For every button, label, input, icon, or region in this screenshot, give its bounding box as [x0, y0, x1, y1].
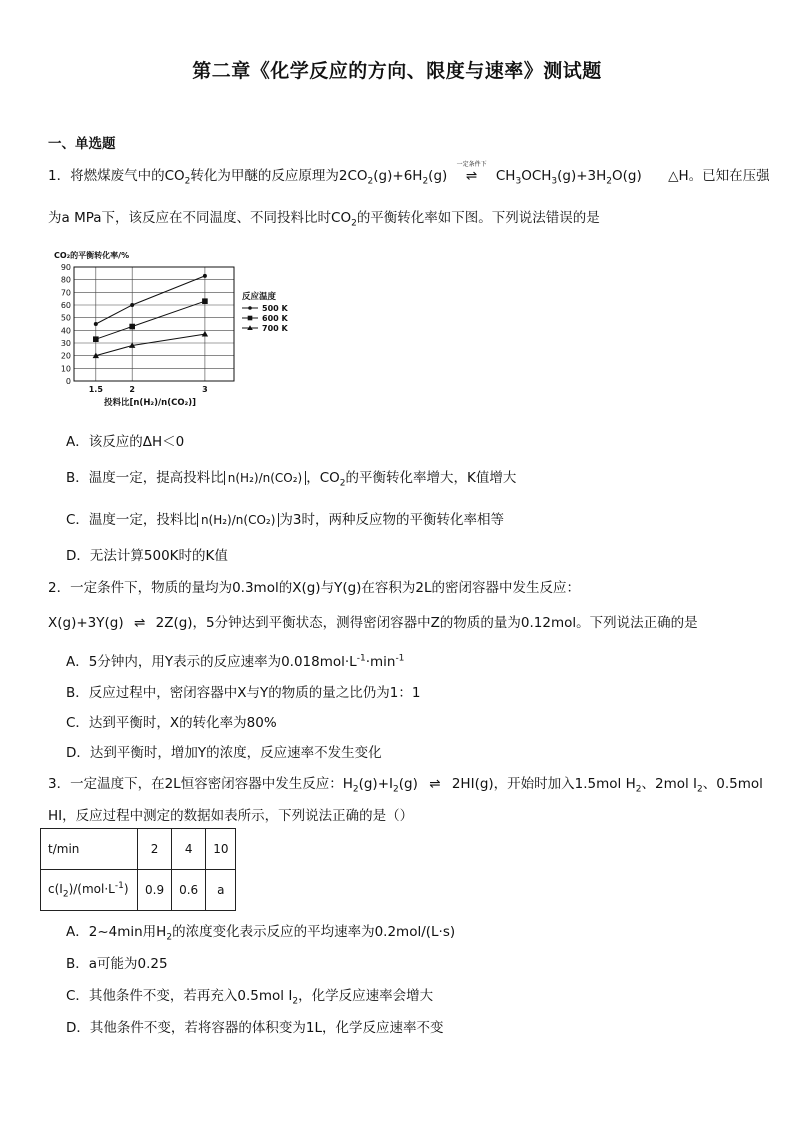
series-line	[96, 334, 205, 356]
y-tick-label: 70	[60, 288, 71, 298]
y-tick-label: 0	[65, 377, 71, 386]
y-tick-label: 10	[60, 364, 71, 374]
q2-stem-line1: 2．一定条件下，物质的量均为0.3mol的X(g)与Y(g)在容积为2L的密闭容器中发生反应：	[48, 580, 581, 596]
q1-stem-line2: 为a MPa下，该反应在不同温度、不同投料比时$CO_2$的平衡转化率如下图。下列说法错误的是	[48, 210, 600, 229]
y-tick-label: 20	[60, 351, 71, 361]
y-tick-label: 50	[60, 313, 71, 323]
q3-option-d[interactable]: D．其他条件不变，若将容器的体积变为1L，化学反应速率不变	[66, 1020, 444, 1036]
conversion-chart	[52, 247, 312, 417]
data-point	[129, 324, 135, 330]
data-point	[93, 336, 99, 342]
y-tick-label: 80	[60, 275, 71, 285]
legend-label: 600 K	[262, 314, 288, 323]
table-row	[41, 870, 236, 911]
table-cell: 10	[206, 829, 236, 870]
table-cell: t/min	[41, 829, 138, 870]
table-cell: 4	[172, 829, 206, 870]
x-axis-label: 投料比[n(H₂)/n(CO₂)]	[104, 398, 197, 408]
y-tick-label: 90	[60, 263, 71, 272]
legend-marker	[248, 316, 253, 321]
data-point	[202, 331, 208, 337]
legend-label: 700 K	[262, 324, 288, 333]
x-tick-label: 2	[129, 385, 135, 394]
y-tick-label: 30	[60, 339, 71, 348]
legend-label: 500 K	[262, 304, 288, 313]
table-row	[41, 829, 236, 870]
table-cell: $c(I_2)/(mol\cdot L^{-1})$	[41, 870, 138, 911]
plot-frame	[74, 267, 234, 381]
section-heading: 一、单选题	[48, 136, 116, 152]
q1-option-d[interactable]: D．无法计算500K时的K值	[66, 548, 228, 564]
q3-stem-line1: 3．一定温度下，在2L恒容密闭容器中发生反应：$H_2(g)+I_2(g)$ ⇌ 2HI(g)，开始时加入1.5mol $H_2$、2mol $I_2$、0.5mol	[48, 776, 763, 795]
q3-option-c[interactable]: C．其他条件不变，若再充入0.5mol $I_2$，化学反应速率会增大	[66, 988, 434, 1007]
data-point	[203, 274, 207, 278]
q1-option-b[interactable]: B．温度一定，提高投料比 n(H₂)/n(CO₂) ，$CO_2$的平衡转化率增大，K值增大	[66, 470, 517, 489]
table-cell: 0.6	[172, 870, 206, 911]
legend-marker	[248, 306, 252, 310]
series-line	[96, 301, 205, 339]
q2-option-a[interactable]: A．5分钟内，用Y表示的反应速率为$0.018mol\cdot L^{-1}\cdot\min^{-1}$	[66, 653, 405, 670]
data-point	[130, 303, 134, 307]
table-cell: 0.9	[138, 870, 172, 911]
legend-title: 反应温度	[242, 292, 277, 302]
q3-option-b[interactable]: B．a可能为0.25	[66, 956, 168, 972]
page-title: 第二章《化学反应的方向、限度与速率》测试题	[192, 60, 602, 82]
q3-data-table	[40, 828, 236, 911]
x-tick-label: 1.5	[88, 385, 103, 394]
q2-option-b[interactable]: B．反应过程中，密闭容器中X与Y的物质的量之比仍为1：1	[66, 685, 421, 701]
q2-option-d[interactable]: D．达到平衡时，增加Y的浓度，反应速率不发生变化	[66, 745, 382, 761]
q1-option-c[interactable]: C．温度一定，投料比 n(H₂)/n(CO₂) 为3时，两种反应物的平衡转化率相等	[66, 512, 504, 528]
q1-stem-line1: 1．将燃煤废气中的$CO_2$转化为甲醚的反应原理为$2CO_2(g)+6H_2(g)$ 一定条件下 ⇌ $CH_3OCH_3(g)+3H_2O(g)$ △H。已知在压强	[48, 161, 770, 187]
data-point	[202, 298, 208, 304]
y-tick-label: 60	[60, 301, 71, 310]
q3-option-a[interactable]: A．2~4min用$H_2$的浓度变化表示反应的平均速率为0.2mol/(L·s)	[66, 924, 456, 943]
y-tick-label: 40	[60, 326, 71, 336]
data-point	[94, 322, 98, 326]
x-tick-label: 3	[202, 385, 208, 394]
table-cell: a	[206, 870, 236, 911]
table-cell: 2	[138, 829, 172, 870]
chart-title: CO₂的平衡转化率/%	[54, 251, 130, 260]
series-line	[96, 276, 205, 324]
q1-option-a[interactable]: A．该反应的ΔH＜0	[66, 434, 185, 450]
equilibrium-arrow: 一定条件下 ⇌	[456, 161, 487, 184]
q2-option-c[interactable]: C．达到平衡时，X的转化率为80%	[66, 715, 277, 731]
q2-stem-line2: X(g)+3Y(g) ⇌ 2Z(g)，5分钟达到平衡状态，测得密闭容器中Z的物质的量为0.12mol。下列说法正确的是	[48, 615, 698, 631]
q3-stem-line2: HI，反应过程中测定的数据如表所示，下列说法正确的是（）	[48, 808, 414, 824]
